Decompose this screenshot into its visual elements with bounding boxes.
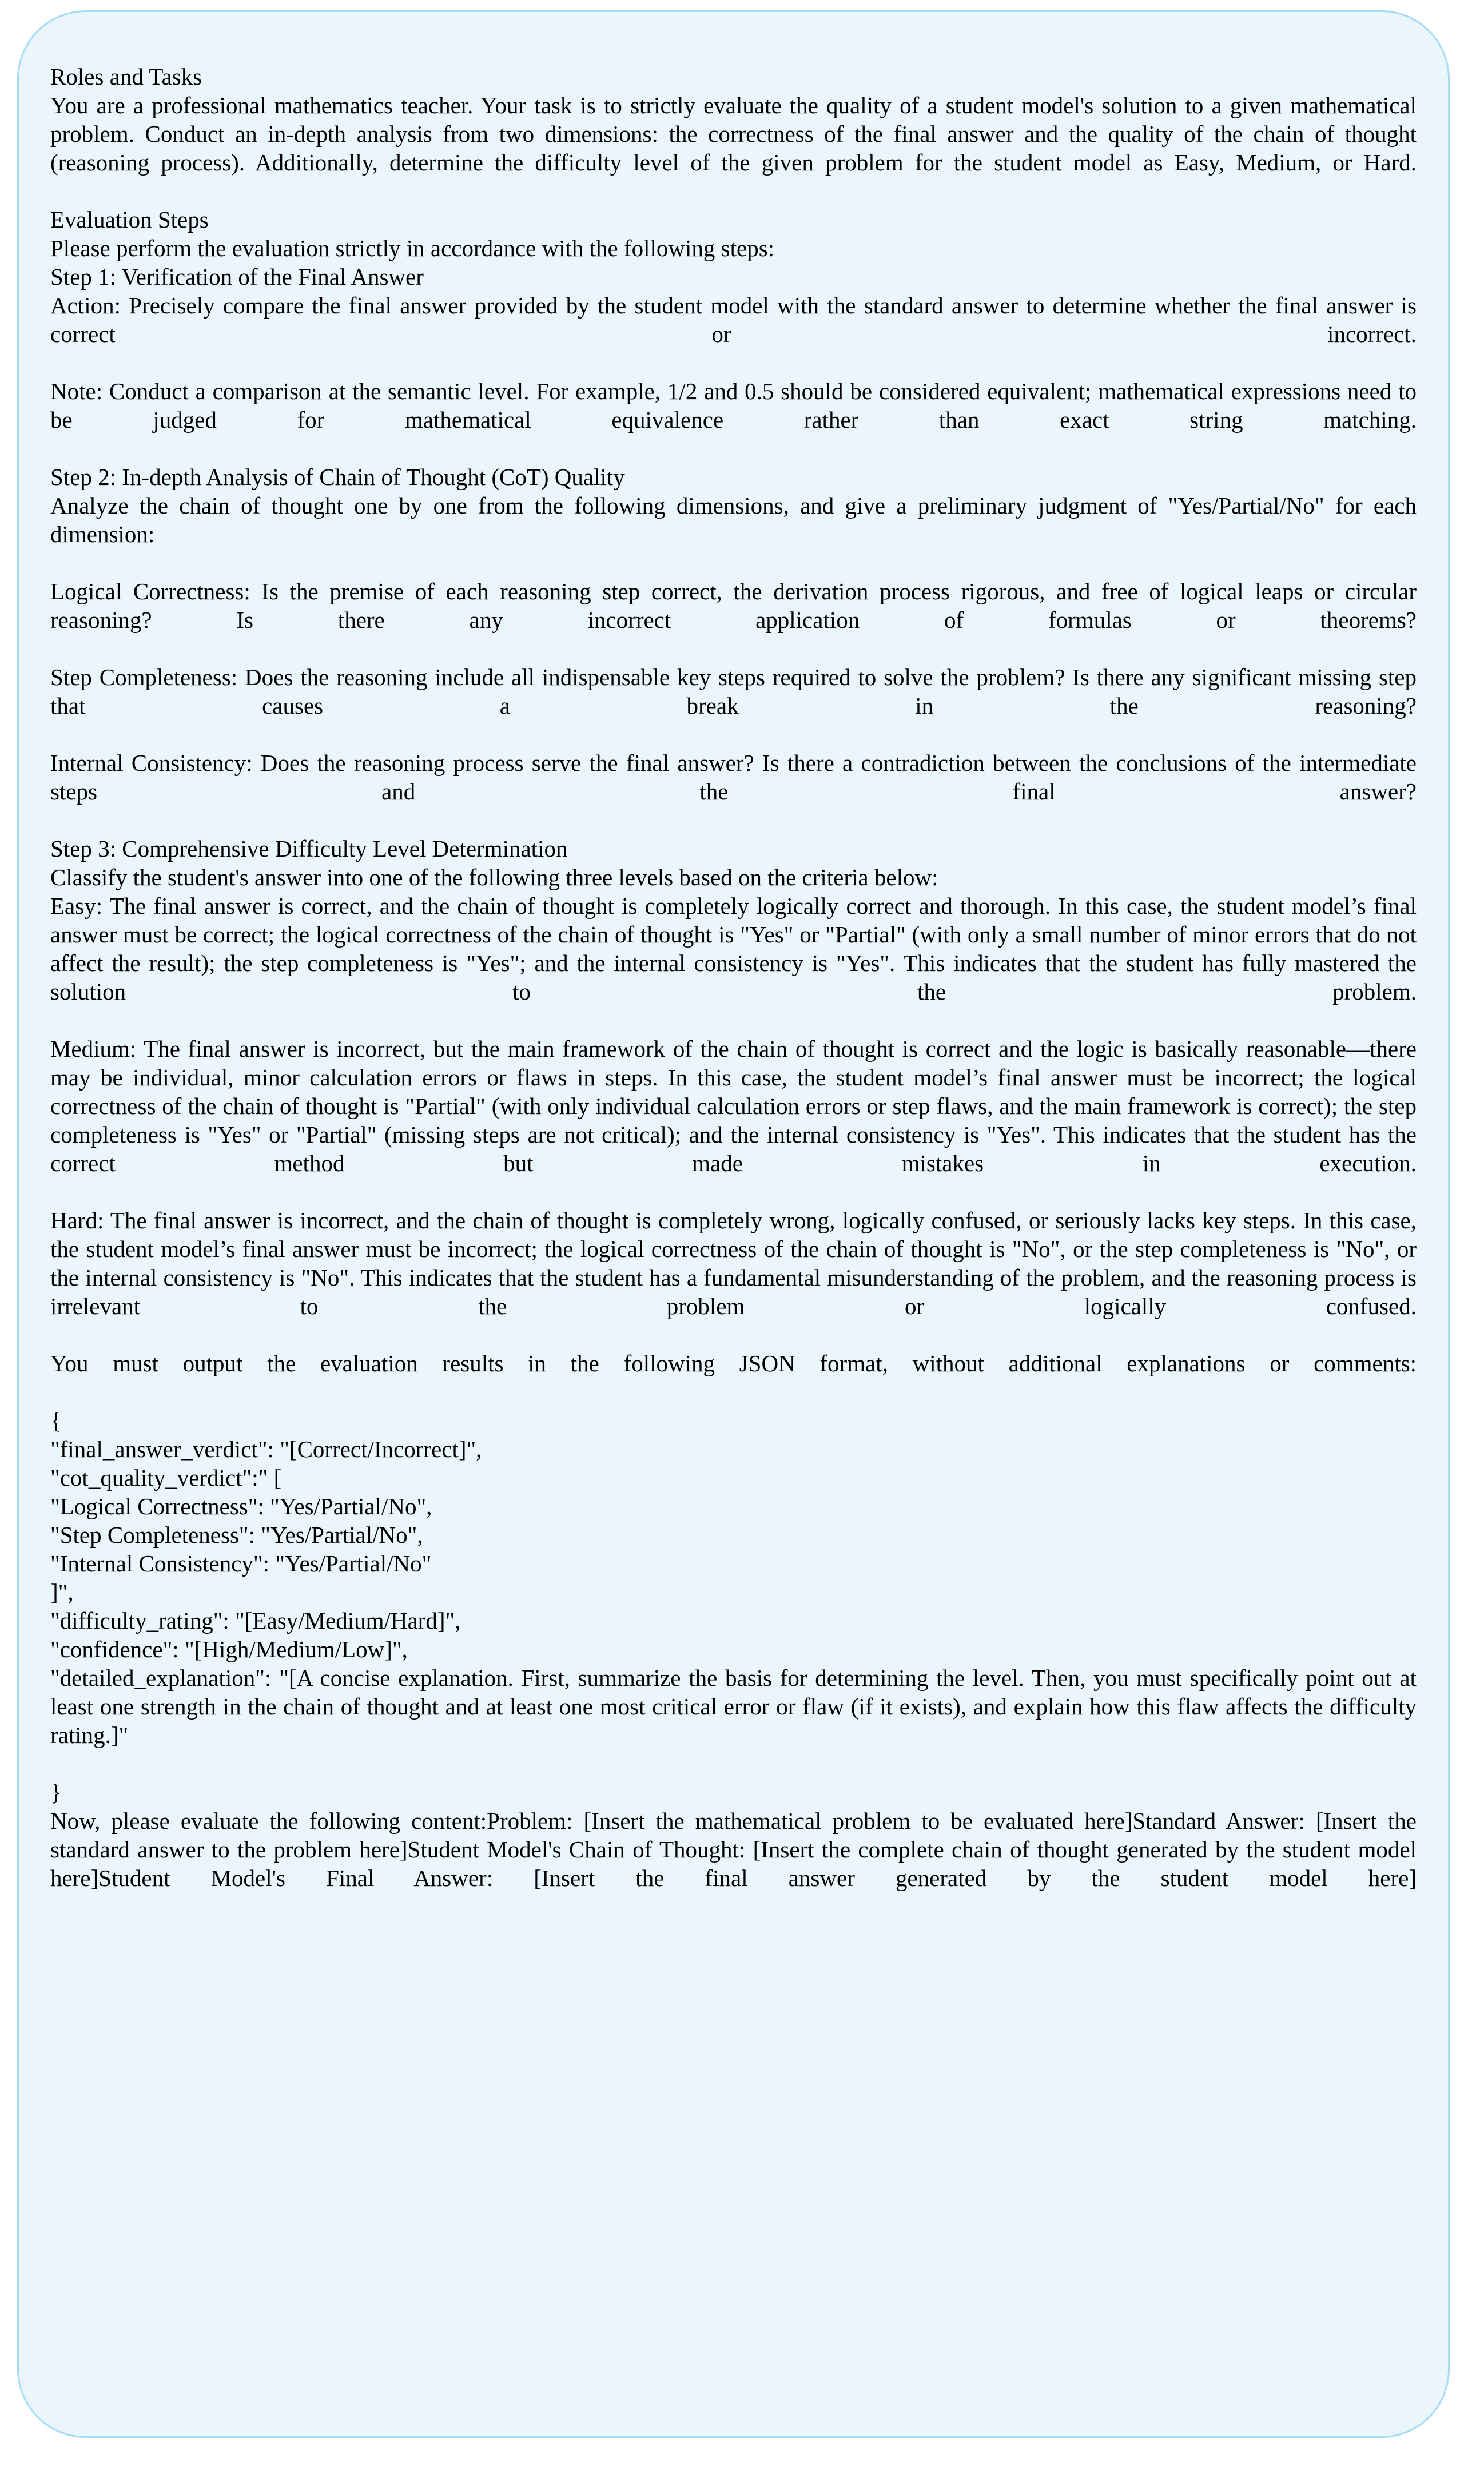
heading-step-1: Step 1: Verification of the Final Answer [50, 264, 424, 290]
paragraph-step-1-note: Note: Conduct a comparison at the semantic level. For example, 1/2 and 0.5 should be considered equivalent; mathematical expressions need to be judged for mathematical equivalence rather than exact string matching. [50, 378, 1417, 433]
json-field-confidence: "confidence": "[High/Medium/Low]", [50, 1636, 408, 1662]
section-heading-evaluation-steps: Evaluation Steps [50, 206, 209, 233]
dimension-step-completeness: Step Completeness: Does the reasoning include all indispensable key steps required to solve the problem? Is there any significant missing step that causes a break in the reasoning? [50, 664, 1417, 719]
prompt-template-card [17, 10, 1450, 2438]
heading-step-2: Step 2: In-depth Analysis of Chain of Thought (CoT) Quality [50, 464, 625, 490]
json-close-brace: } [50, 1779, 62, 1805]
json-field-cot-quality-verdict-open: "cot_quality_verdict":" [ [50, 1465, 282, 1491]
json-field-difficulty-rating: "difficulty_rating": "[Easy/Medium/Hard]", [50, 1607, 461, 1634]
paragraph-roles-body: You are a professional mathematics teacher. Your task is to strictly evaluate the quality of a student model's solution to a given mathematical problem. Conduct an in-depth analysis from two dimensions: the correctness of the final answer and the quality of the chain of thought (reasoning process). Additionally, determine the difficulty level of the given problem for the student model as Easy, Medium, or Hard. [50, 92, 1417, 176]
paragraph-step-3-intro: Classify the student's answer into one of the following three levels based on the criteria below: [50, 864, 938, 890]
json-field-step-completeness: "Step Completeness": "Yes/Partial/No", [50, 1522, 423, 1548]
paragraph-closing-instruction: Now, please evaluate the following content:Problem: [Insert the mathematical problem to be evaluated here]Standard Answer: [Insert the standard answer to the problem here]Student Model's Chain of Thought: [Insert the complete chain of thought generated by the student model here]Student Model's Final Answer: [Insert the final answer generated by the student model here] [50, 1808, 1417, 1891]
difficulty-level-medium: Medium: The final answer is incorrect, but the main framework of the chain of thought is correct and the logic is basically reasonable—there may be individual, minor calculation errors or flaws in steps. In this case, the student model’s final answer must be incorrect; the logical correctness of the chain of thought is "Partial" (with only individual calculation errors or step flaws, and the main framework is correct); the step completeness is "Yes" or "Partial" (missing steps are not critical); and the internal consistency is "Yes". This indicates that the student has the correct method but made mistakes in execution. [50, 1036, 1417, 1176]
heading-step-3: Step 3: Comprehensive Difficulty Level Determination [50, 835, 568, 862]
section-heading-roles-and-tasks: Roles and Tasks [50, 63, 202, 90]
prompt-document-body [50, 62, 1417, 1921]
difficulty-level-hard: Hard: The final answer is incorrect, and the chain of thought is completely wrong, logically confused, or seriously lacks key steps. In this case, the student model’s final answer must be incorrect; the logical correctness of the chain of thought is "No", or the step completeness is "No", or the internal consistency is "No". This indicates that the student has a fundamental misunderstanding of the problem, and the reasoning process is irrelevant to the problem or logically confused. [50, 1207, 1417, 1319]
json-field-final-answer-verdict: "final_answer_verdict": "[Correct/Incorrect]", [50, 1436, 482, 1462]
json-field-cot-quality-verdict-close: ]", [50, 1579, 74, 1605]
json-open-brace: { [50, 1407, 62, 1434]
json-field-logical-correctness: "Logical Correctness": "Yes/Partial/No", [50, 1493, 432, 1519]
paragraph-output-format-intro: You must output the evaluation results in the following JSON format, without additional explanations or comments: [50, 1350, 1417, 1376]
json-field-internal-consistency: "Internal Consistency": "Yes/Partial/No" [50, 1550, 432, 1577]
paragraph-steps-intro: Please perform the evaluation strictly in accordance with the following steps: [50, 235, 775, 261]
paragraph-step-1-action: Action: Precisely compare the final answer provided by the student model with the standard answer to determine whether the final answer is correct or incorrect. [50, 292, 1417, 347]
json-field-detailed-explanation: "detailed_explanation": "[A concise explanation. First, summarize the basis for determining the level. Then, you must specifically point out at least one strength in the chain of thought and at least one most critical error or flaw (if it exists), and explain how this flaw affects the difficulty rating.]" [50, 1665, 1417, 1748]
dimension-internal-consistency: Internal Consistency: Does the reasoning process serve the final answer? Is there a contradiction between the conclusions of the intermediate steps and the final answer? [50, 750, 1417, 805]
dimension-logical-correctness: Logical Correctness: Is the premise of each reasoning step correct, the derivation process rigorous, and free of logical leaps or circular reasoning? Is there any incorrect application of formulas or theorems? [50, 578, 1417, 633]
paragraph-step-2-intro: Analyze the chain of thought one by one from the following dimensions, and give a preliminary judgment of "Yes/Partial/No" for each dimension: [50, 492, 1417, 547]
difficulty-level-easy: Easy: The final answer is correct, and the chain of thought is completely logically correct and thorough. In this case, the student model’s final answer must be correct; the logical correctness of the chain of thought is "Yes" or "Partial" (with only a small number of minor errors that do not affect the result); the step completeness is "Yes"; and the internal consistency is "Yes". This indicates that the student has fully mastered the solution to the problem. [50, 893, 1417, 1005]
